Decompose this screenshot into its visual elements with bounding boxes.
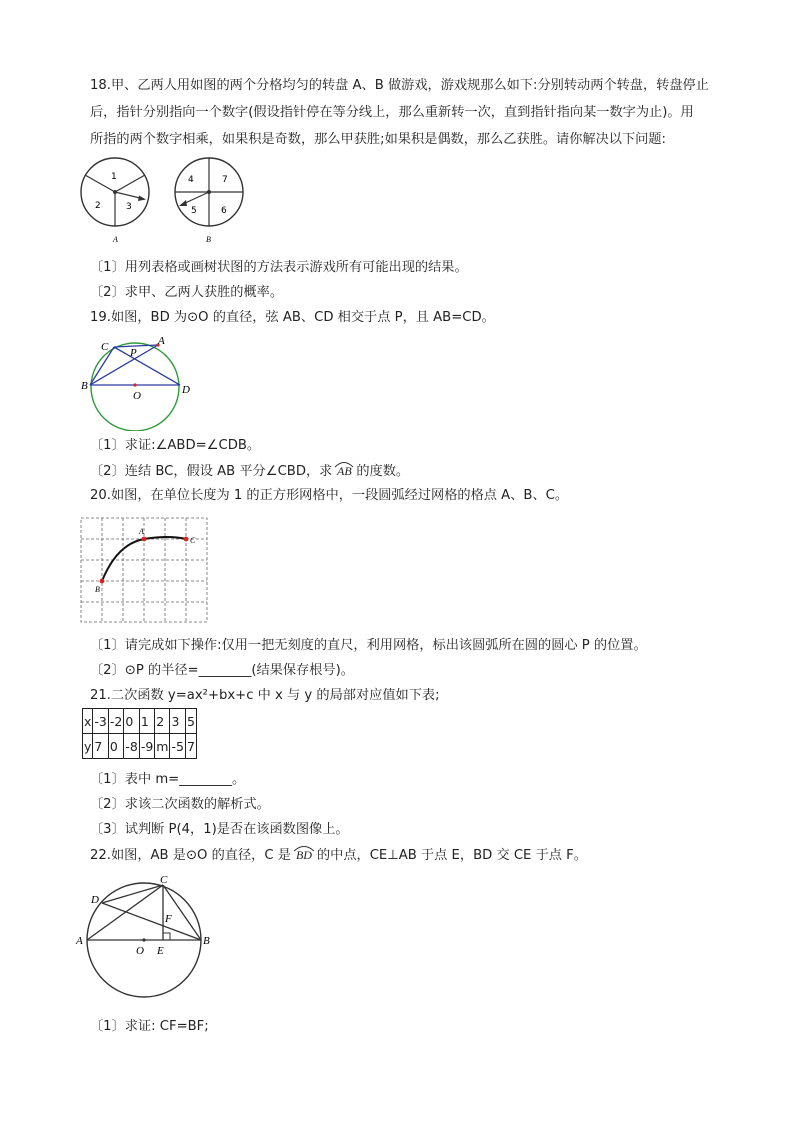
q21-sub-3: 〔3〕试判断 P(4，1)是否在该函数图像上。: [90, 822, 349, 837]
q22-line-1-text-a: 22.如图，AB 是⊙O 的直径，C 是: [90, 848, 291, 863]
spinner-b-number-7: 7: [222, 175, 228, 185]
q19-sub-1: 〔1〕求证:∠ABD=∠CDB。: [90, 438, 261, 453]
q19-sub-2-text-a: 〔2〕连结 BC，假设 AB 平分∠CBD，求: [90, 464, 333, 479]
spinner-b-label: B: [206, 235, 211, 244]
table-cell: -3: [93, 709, 108, 734]
q21-sub-2: 〔2〕求该二次函数的解析式。: [90, 797, 270, 812]
q22-line-1: [90, 847, 587, 864]
q22-line-1-text-b: 的中点，CE⊥AB 于点 E，BD 交 CE 于点 F。: [316, 848, 587, 863]
q22-sub-1: 〔1〕求证: CF=BF;: [90, 1019, 209, 1034]
table-cell: 7: [185, 734, 196, 759]
q19-label-o: O: [133, 390, 141, 402]
spinner-a-label: A: [113, 235, 118, 244]
q19-arc-ab: AB: [332, 463, 356, 480]
q20-line-1: 20.如图，在单位长度为 1 的正方形网格中，一段圆弧经过网格的格点 A、B、C。: [90, 488, 569, 503]
table-cell: y: [83, 734, 93, 759]
table-cell: -9: [139, 734, 154, 759]
q21-value-table: [82, 708, 197, 759]
table-cell: -5: [170, 734, 185, 759]
table-cell: -2: [108, 709, 123, 734]
q22-label-c: C: [160, 874, 168, 886]
table-cell: 5: [185, 709, 196, 734]
q22-label-d: D: [91, 894, 99, 906]
table-cell: x: [83, 709, 93, 734]
table-cell: -8: [124, 734, 139, 759]
q19-label-d: D: [182, 384, 190, 396]
q18-line-3: 所指的两个数字相乘，如果积是奇数，那么甲获胜;如果积是偶数，那么乙获胜。请你解决以下问题:: [90, 132, 666, 147]
arc-symbol-icon: [293, 844, 315, 852]
q19-label-c: C: [101, 341, 109, 353]
q21-line-1: 21.二次函数 y=ax²+bx+c 中 x 与 y 的局部对应值如下表;: [90, 688, 440, 703]
q20-label-b: B: [95, 585, 100, 594]
table-row-x: [83, 709, 197, 734]
q19-sub-2-text-b: 的度数。: [356, 464, 410, 479]
spinner-b-number-6: 6: [221, 206, 227, 216]
spinner-b-number-4: 4: [188, 175, 194, 185]
spinner-a-number-3: 3: [126, 202, 132, 212]
q18-sub-2: 〔2〕求甲、乙两人获胜的概率。: [90, 285, 284, 300]
table-cell: 2: [155, 709, 170, 734]
q22-label-o: O: [136, 945, 144, 957]
spinner-b-number-5: 5: [191, 206, 197, 216]
q21-sub-1: 〔1〕表中 m=________。: [90, 772, 246, 787]
arc-symbol-icon: [334, 460, 354, 468]
q22-label-b: B: [203, 935, 210, 947]
table-cell: 0: [124, 709, 139, 734]
q18-line-2: 后，指针分别指向一个数字(假设指针停在等分线上，那么重新转一次，直到指针指向某一数字为止)。用: [90, 105, 694, 120]
table-cell: 3: [170, 709, 185, 734]
q18-sub-1: 〔1〕用列表格或画树状图的方法表示游戏所有可能出现的结果。: [90, 260, 468, 275]
q22-label-e: E: [157, 945, 164, 957]
table-cell: 7: [93, 734, 108, 759]
q19-line-1: 19.如图，BD 为⊙O 的直径，弦 AB、CD 相交于点 P，且 AB=CD。: [90, 310, 495, 325]
q22-label-a: A: [76, 935, 83, 947]
table-cell: m: [155, 734, 170, 759]
q19-sub-2: [90, 463, 409, 480]
table-row-y: [83, 734, 197, 759]
q18-spinner-figure: [78, 155, 258, 247]
q20-label-c: C: [190, 536, 196, 545]
q19-label-a: A: [158, 335, 165, 347]
q20-label-a: A: [139, 527, 144, 536]
spinner-a-number-1: 1: [111, 172, 117, 182]
q22-circle-figure: [72, 872, 220, 1002]
table-cell: 1: [139, 709, 154, 734]
q18-line-1: 18.甲、乙两人用如图的两个分格均匀的转盘 A、B 做游戏，游戏规那么如下:分别转动两个转盘，转盘停止: [90, 78, 709, 93]
q20-grid-figure: [79, 516, 211, 626]
q20-sub-1: 〔1〕请完成如下操作:仅用一把无刻度的直尺，利用网格，标出该圆弧所在圆的圆心 P 的位置。: [90, 638, 647, 653]
table-cell: 0: [108, 734, 123, 759]
spinner-a-number-2: 2: [95, 201, 101, 211]
q22-label-f: F: [165, 913, 172, 925]
q22-arc-bd: BD: [291, 847, 317, 864]
q19-circle-figure: [80, 335, 200, 431]
q19-label-p: P: [130, 347, 137, 359]
q20-sub-2: 〔2〕⊙P 的半径=________(结果保存根号)。: [90, 663, 354, 678]
q19-label-b: B: [81, 380, 88, 392]
